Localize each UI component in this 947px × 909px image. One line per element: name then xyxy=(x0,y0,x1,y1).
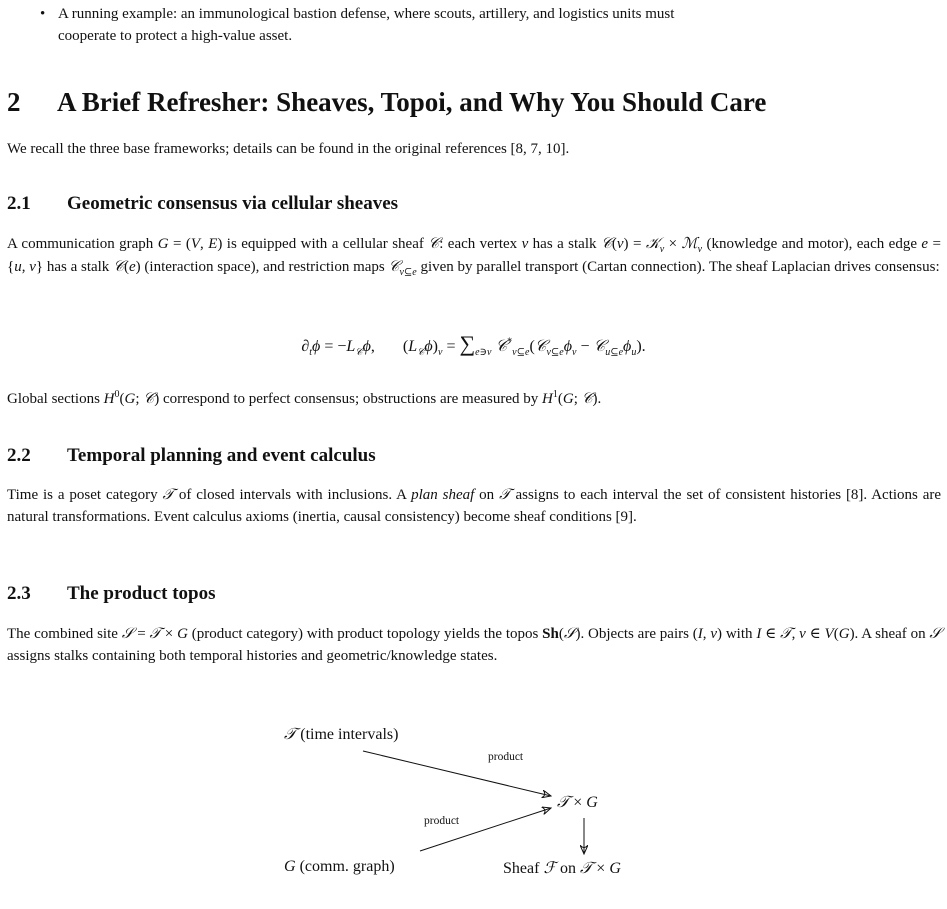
subsection-2-2-body: Time is a poset category 𝒯 of closed intervals with inclusions. A plan sheaf on 𝒯 assigns to each interval the set of consistent histories [8]. Actions are natural transformations. Event calculus axioms (inertia, causal consistency) become sheaf conditions [9]. xyxy=(7,485,942,525)
node-sheaf: Sheaf ℱ on 𝒯 × G xyxy=(503,858,621,877)
subsection-2-1-body: A communication graph G = (V, E) is equipped with a cellular sheaf 𝒞: each vertex v has a stalk 𝒞(v) = 𝒦$_v$ × ℳ$_v$ (knowledge and motor), each edge e = {u, v} has a stalk 𝒞(e) (interaction space), and restriction maps 𝒞$_{v⊆e}$ given by parallel transport (Cartan connection). The sheaf Laplacian drives consensus: xyxy=(7,234,941,278)
bullet-text-line-1: A running example: an immunological bastion defense, where scouts, artillery, and logistics units must xyxy=(58,6,675,22)
bullet-marker: • xyxy=(40,6,46,22)
subsection-number: 2.1 xyxy=(7,193,31,214)
node-product: 𝒯 × G xyxy=(557,792,598,811)
subsection-title: Geometric consensus via cellular sheaves xyxy=(67,193,399,214)
global-sections-text: Global sections $H^0(G$; 𝒞) correspond to perfect consensus; obstructions are measured by $H^1(G$; 𝒞). xyxy=(7,389,602,407)
subsection-title: The product topos xyxy=(67,583,216,604)
consensus-equation: $\partial_t\phi = -L_𝒞\phi$, $(L_𝒞\phi)_v = \sum_{e∋v}$ $𝒞^*_{v⊆e}(𝒞_{v⊆e}\phi_v$ − $𝒞_{u⊆e}\phi_u$). xyxy=(301,331,646,359)
section-2-intro: We recall the three base frameworks; details can be found in the original references [8, 7, 10]. xyxy=(7,141,570,157)
arrow-label-bottom: product xyxy=(424,815,460,827)
section-number: 2 xyxy=(7,87,21,117)
subsection-number: 2.3 xyxy=(7,583,31,604)
node-time-intervals: 𝒯 (time intervals) xyxy=(284,724,399,743)
subsection-number: 2.2 xyxy=(7,445,31,466)
bullet-text-line-2: cooperate to protect a high-value asset. xyxy=(58,28,293,44)
subsection-title: Temporal planning and event calculus xyxy=(67,445,376,466)
node-comm-graph: G (comm. graph) xyxy=(284,858,395,875)
arrow-label-top: product xyxy=(488,751,524,763)
subsection-2-3-body: The combined site 𝒮 = 𝒯 × G (product category) with product topology yields the topos Sh(𝒮). Objects are pairs (I, v) with I ∈ 𝒯, v ∈ V(G). A sheaf on 𝒮 assigns stalks containing both temporal histories and geometric/knowledge states. xyxy=(7,624,942,664)
section-title: A Brief Refresher: Sheaves, Topoi, and Why You Should Care xyxy=(57,87,767,117)
